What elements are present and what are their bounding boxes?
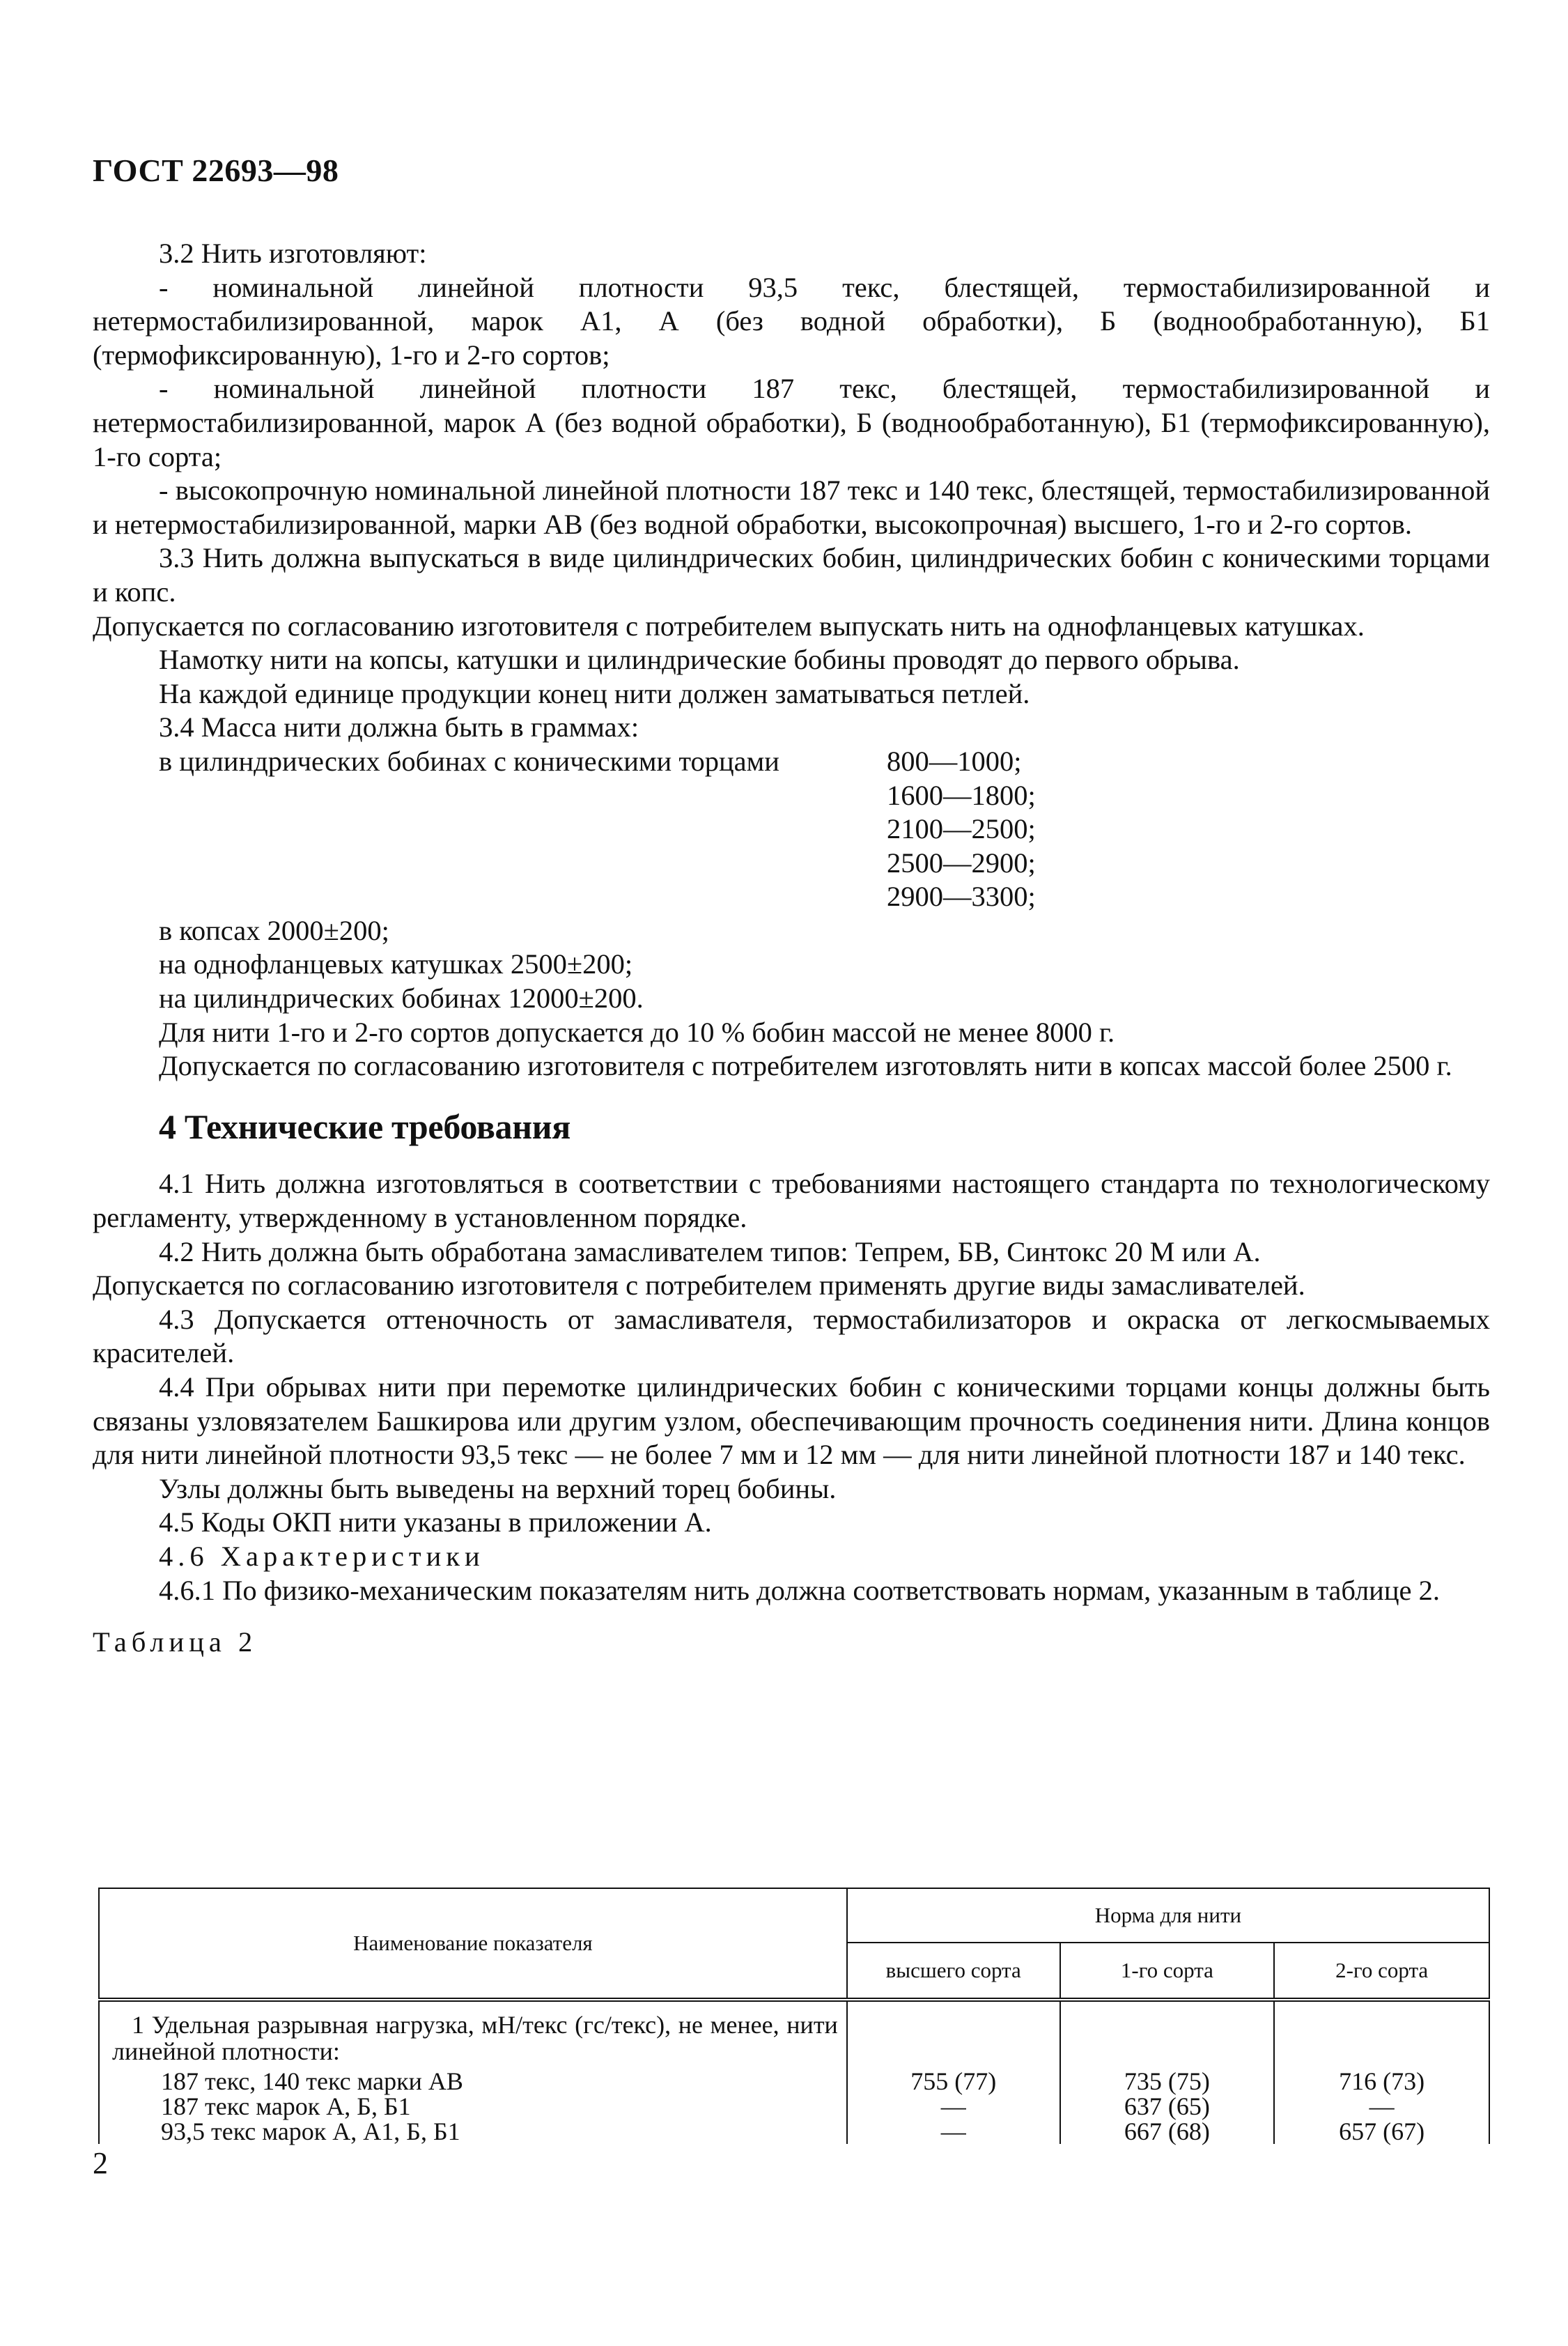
- table-cell-value: —: [847, 2119, 1060, 2144]
- table-2: [98, 1888, 1490, 2144]
- mass-value-row: [93, 880, 1490, 914]
- table-cell: [1274, 2000, 1489, 2065]
- clause-3-4: 3.4 Масса нити должна быть в граммах:: [159, 711, 639, 743]
- mass-note-1: Для нити 1-го и 2-го сортов допускается до 10 % бобин массой не менее 8000 г.: [159, 1016, 1115, 1048]
- clause-4-5: 4.5 Коды ОКП нити указаны в приложении А.: [159, 1506, 712, 1538]
- clause-3-2-item-b: - номинальной линейной плотности 187 текс, блестящей, термостабилизированной и нетермостабилизированной, марок А (без водной обработки), Б (воднообработанную), Б1 (термофиксированную), 1-го сорта;: [93, 373, 1490, 472]
- table-cell-value: 637 (65): [1060, 2094, 1275, 2119]
- table-cell-value: 667 (68): [1060, 2119, 1275, 2144]
- mass-note-2: Допускается по согласованию изготовителя с потребителем изготовлять нити в копсах массой более 2500 г.: [159, 1050, 1452, 1082]
- table-2-grid: [98, 1888, 1490, 2144]
- clause-3-3: 3.3 Нить должна выпускаться в виде цилиндрических бобин, цилиндрических бобин с коническими торцами и копс.: [93, 542, 1490, 608]
- table-cell: [847, 2000, 1060, 2065]
- table-cell-value: 716 (73): [1274, 2065, 1489, 2094]
- table-cell-value: —: [1274, 2094, 1489, 2119]
- mass-cylindrical: на цилиндрических бобинах 12000±200.: [159, 982, 644, 1014]
- table-cell-label: 187 текс марок А, Б, Б1: [99, 2094, 847, 2119]
- mass-value: 1600—1800;: [887, 779, 1036, 811]
- table-row: [99, 2065, 1489, 2094]
- table-row: [99, 2119, 1489, 2144]
- mass-value: 800—1000;: [887, 745, 1022, 777]
- mass-katushki: на однофланцевых катушках 2500±200;: [159, 948, 633, 980]
- table-row: [99, 2000, 1489, 2065]
- document-body: [93, 237, 1490, 1660]
- mass-value-row: [93, 812, 1490, 847]
- mass-kops: в копсах 2000±200;: [159, 914, 389, 946]
- table-cell-label: 1 Удельная разрывная нагрузка, мН/текс (гс/текс), не менее, нити линейной плотности:: [99, 2000, 847, 2065]
- table-header-grade-1: 1-го сорта: [1060, 1943, 1275, 2000]
- clause-3-2: 3.2 Нить изготовляют:: [159, 238, 427, 269]
- table-cell-value: —: [847, 2094, 1060, 2119]
- mass-value: 2900—3300;: [887, 881, 1036, 913]
- table-header-top-grade: высшего сорта: [847, 1943, 1060, 2000]
- section-title: 4 Технические требования: [159, 1106, 570, 1146]
- mass-label: в цилиндрических бобинах с коническими торцами: [159, 745, 779, 777]
- table-header-norm: Норма для нити: [847, 1888, 1489, 1943]
- table-cell: [1060, 2000, 1275, 2065]
- clause-3-3-note-a: Допускается по согласованию изготовителя с потребителем выпускать нить на однофланцевых катушках.: [93, 610, 1365, 642]
- page-number: 2: [93, 2146, 108, 2180]
- clause-3-3-note-b: Намотку нити на копсы, катушки и цилиндрические бобины проводят до первого обрыва.: [159, 644, 1240, 676]
- clause-4-2-note: Допускается по согласованию изготовителя с потребителем применять другие виды замасливателей.: [93, 1270, 1305, 1302]
- table-header-indicator: Наименование показателя: [99, 1888, 847, 2000]
- table-cell-value: 657 (67): [1274, 2119, 1489, 2144]
- table-header-grade-2: 2-го сорта: [1274, 1943, 1489, 2000]
- table-cell-value: 735 (75): [1060, 2065, 1275, 2094]
- clause-3-3-note-c: На каждой единице продукции конец нити должен заматываться петлей.: [159, 677, 1030, 709]
- clause-4-6: 4.6 Характеристики: [159, 1540, 485, 1572]
- clause-4-2: 4.2 Нить должна быть обработана замасливателем типов: Тепрем, БВ, Синтокс 20 М или А.: [159, 1235, 1261, 1267]
- mass-value: 2500—2900;: [887, 847, 1036, 879]
- table-cell-label: 93,5 текс марок А, А1, Б, Б1: [99, 2119, 847, 2144]
- table-row: [99, 2094, 1489, 2119]
- clause-3-2-item-a: - номинальной линейной плотности 93,5 текс, блестящей, термостабилизированной и нетермостабилизированной, марок А1, А (без водной обработки), Б (воднообработанную), Б1 (термофиксированную), 1-го и 2-го сортов;: [93, 271, 1490, 371]
- table-cell-value: 755 (77): [847, 2065, 1060, 2094]
- document-header: ГОСТ 22693—98: [93, 153, 339, 188]
- mass-value-row: [93, 847, 1490, 881]
- clause-4-4-note: Узлы должны быть выведены на верхний торец бобины.: [159, 1472, 837, 1504]
- mass-values: [887, 745, 1022, 779]
- clause-4-4: 4.4 При обрывах нити при перемотке цилиндрических бобин с коническими торцами концы должны быть связаны узловязателем Башкирова или другим узлом, обеспечивающим прочность соединения нити. Длина концов для нити линейной плотности 93,5 текс — не более 7 мм и 12 мм — для нити линейной плотности 187 и 140 текс.: [93, 1371, 1490, 1471]
- clause-4-3: 4.3 Допускается оттеночность от замасливателя, термостабилизаторов и окраска от легкосмываемых красителей.: [93, 1303, 1490, 1369]
- mass-value: 2100—2500;: [887, 813, 1036, 845]
- clause-4-6-1: 4.6.1 По физико-механическим показателям нить должна соответствовать нормам, указанным в таблице 2.: [159, 1574, 1440, 1606]
- clause-4-1: 4.1 Нить должна изготовляться в соответствии с требованиями настоящего стандарта по технологическому регламенту, утвержденному в установленном порядке.: [93, 1168, 1490, 1234]
- mass-list-cyl-conical: [93, 745, 1490, 779]
- clause-3-2-item-c: - высокопрочную номинальной линейной плотности 187 текс и 140 текс, блестящей, термостабилизированной и нетермостабилизированной, марки АВ (без водной обработки, высокопрочная) высшего, 1-го и 2-го сортов.: [93, 474, 1490, 540]
- mass-value-row: [93, 779, 1490, 813]
- table-caption: Таблица 2: [93, 1626, 258, 1658]
- table-cell-label: 187 текс, 140 текс марки АВ: [99, 2065, 847, 2094]
